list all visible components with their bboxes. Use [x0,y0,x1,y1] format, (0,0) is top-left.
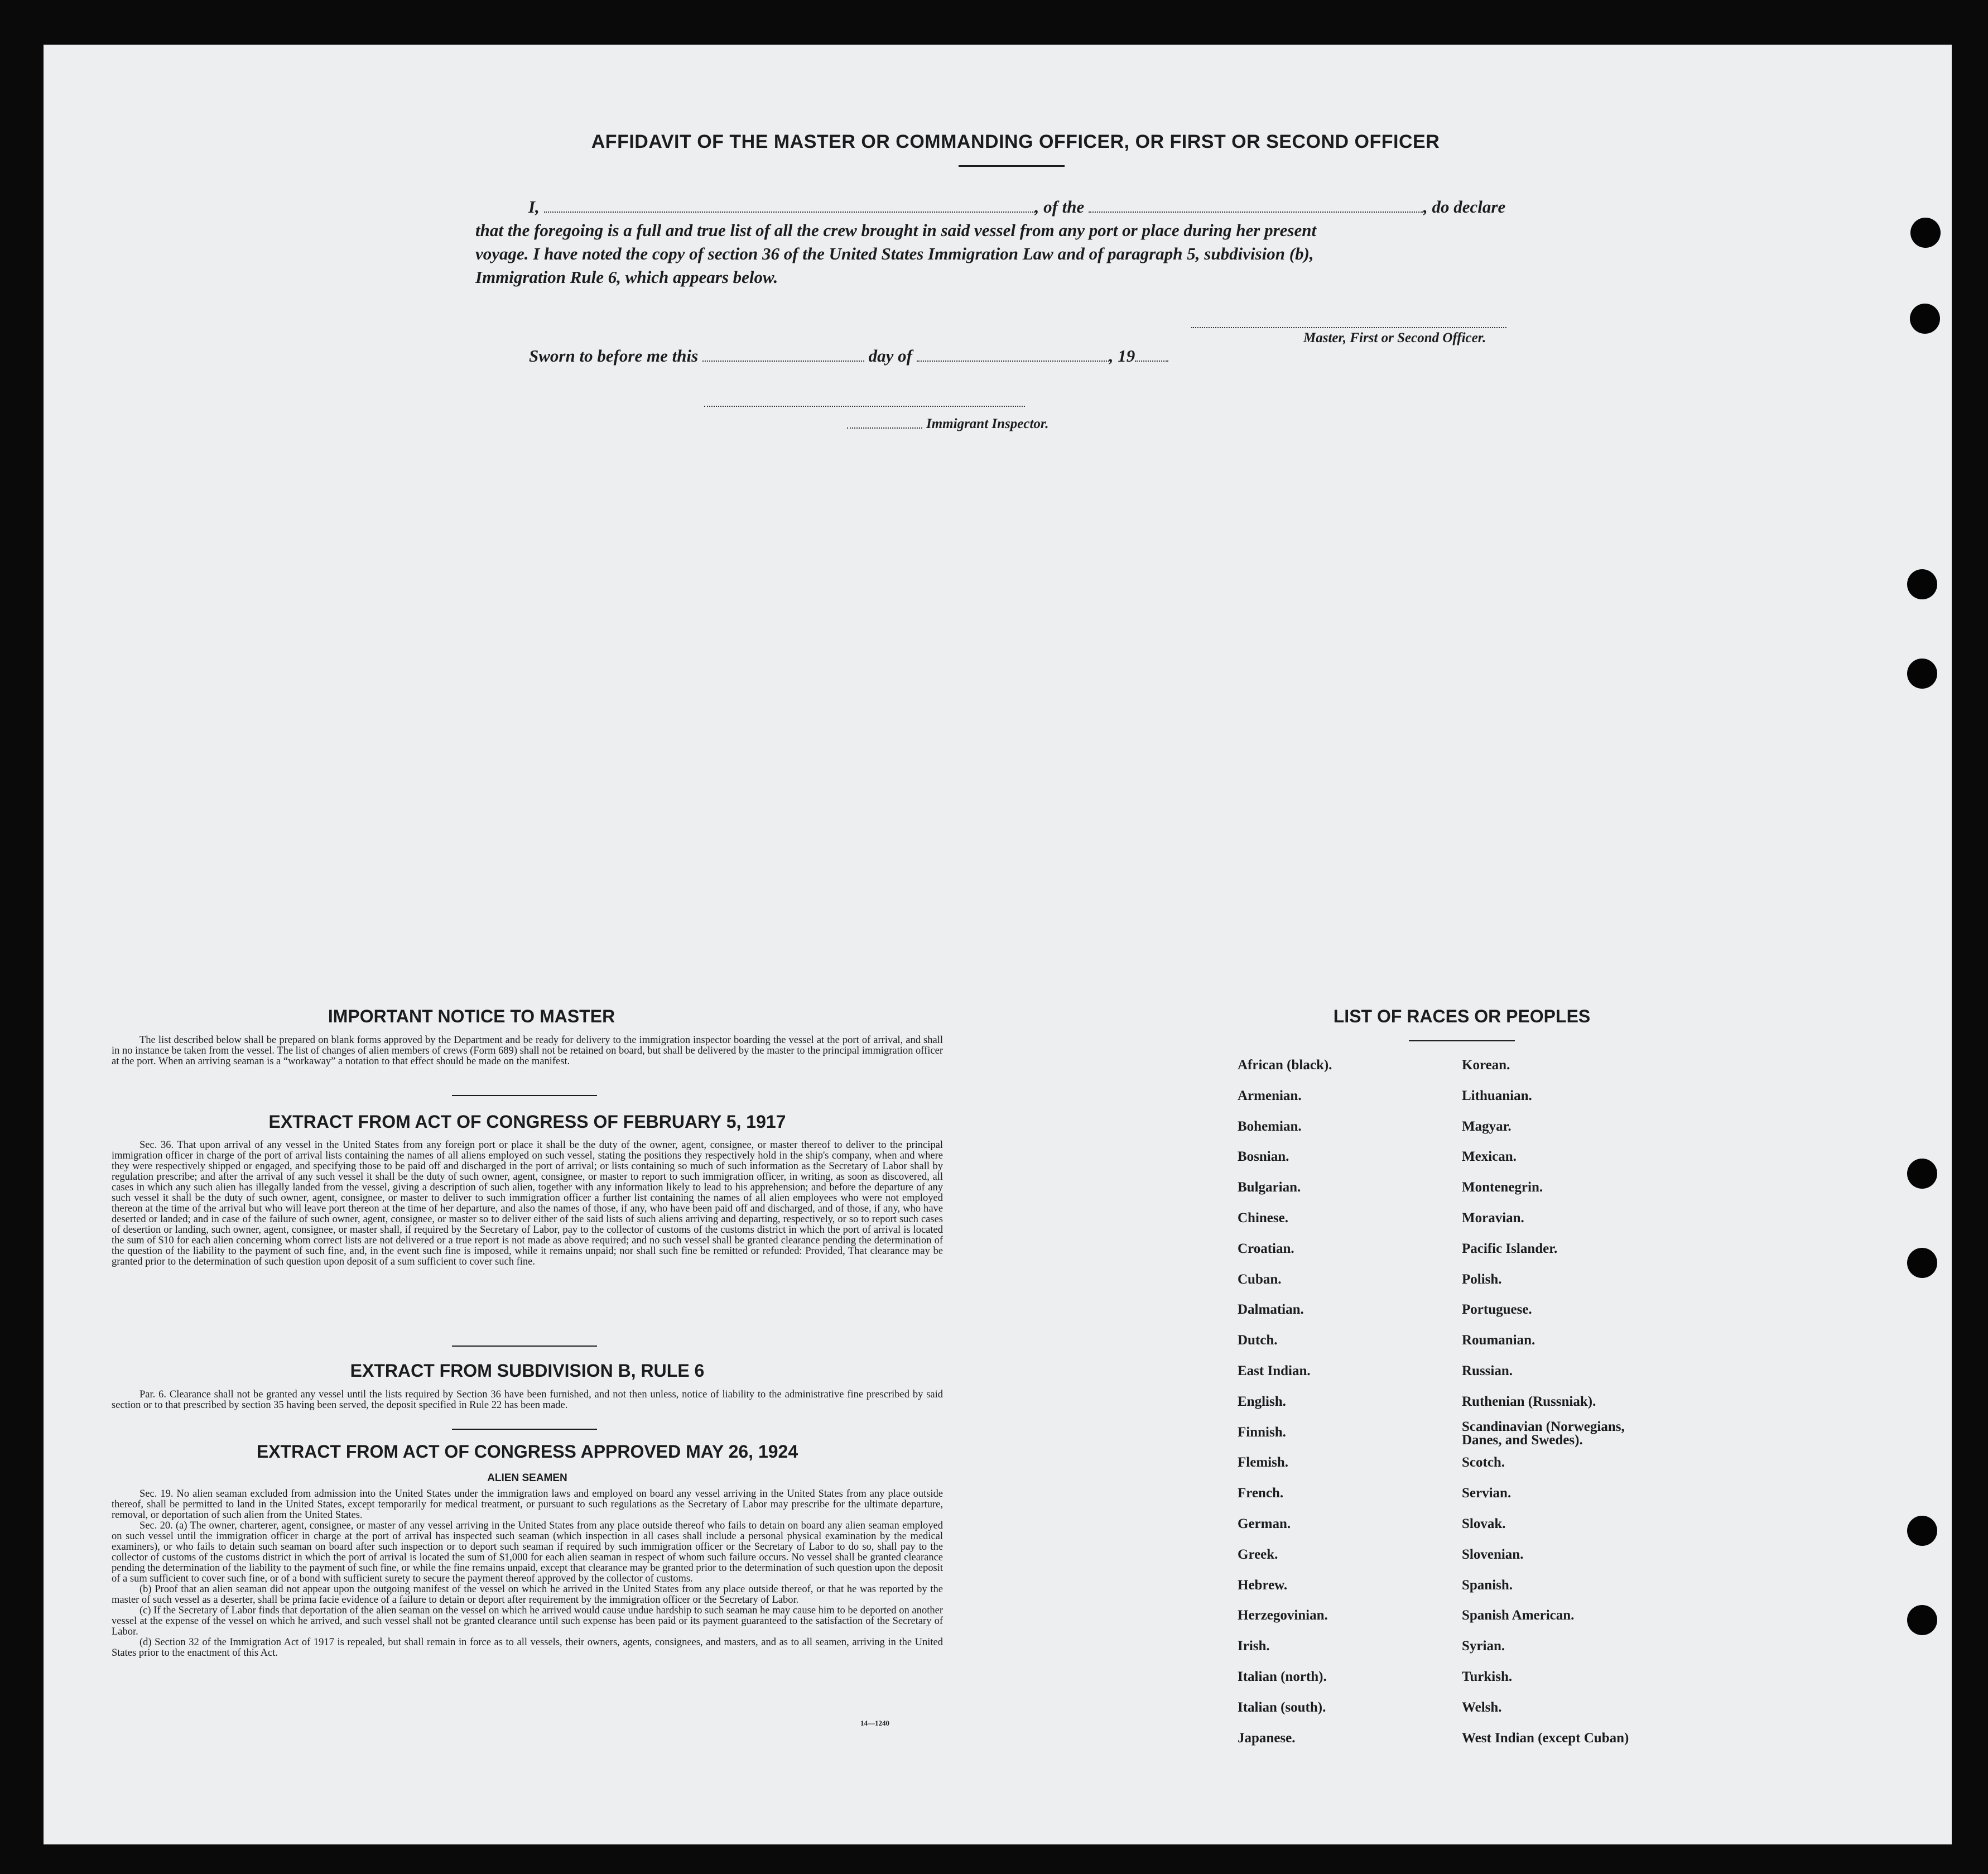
day-blank[interactable] [702,361,864,362]
race-item: Chinese. [1238,1210,1288,1226]
race-item: Japanese. [1238,1730,1296,1746]
race-item: Italian (south). [1238,1699,1326,1715]
sec-20b-paragraph: (b) Proof that an alien seaman did not appear upon the outgoing manifest of the vessel on which he arrived in the United States from any place outside thereof, or that he was reported by the master of such vessel as a deserter, shall be prima facie evidence of a failure to detain or deport after requirement by the immigration officer or the Secretary of Labor. [112,1584,943,1606]
race-item: Pacific Islander. [1462,1241,1558,1256]
sec-36-paragraph: Sec. 36. That upon arrival of any vessel in the United States from any foreign port or place it shall be the duty of the owner, agent, consignee, or master thereof to deliver to the principal immigration officer in charge of the port of arrival lists containing the names of all aliens employed on such vessel, stating the positions they respectively hold in the ship's company, when and where they were respectively shipped or engaged, and specifying those to be paid off and discharged in the port of arrival; or lists containing so much of such information as the Secretary of Labor shall by regulation prescribe; and after the arrival of any such vessel it shall be the duty of such owner, agent, consignee, or master to report to such immigration officer, in writing, as soon as discovered, all cases in which any such alien has illegally landed from the vessel, giving a description of such alien, together with any information likely to lead to his apprehension; and before the departure of any such vessel it shall be the duty of such owner, agent, consignee, or master to deliver to such immigration officer a further list containing the names of all alien employees who were not employed thereon at the time of the arrival but who will leave port thereon at the time of her departure, and also the names of those, if any, who have been paid off and discharged, and of those, if any, who have deserted or landed; and in case of the failure of such owner, agent, consignee, or master so to deliver either of the said lists of such aliens arriving and departing, respectively, or so to report such cases of desertion or landing, such owner, agent, consignee, or master shall, if required by the Secretary of Labor, pay to the collector of customs of the customs district in which the port of arrival is located the sum of $10 for each alien concerning whom correct lists are not delivered or a true report is not made as above required; and no such vessel shall be granted clearance pending the determination of the question of the liability to the payment of such fine, and, in the event such fine is imposed, while it remains unpaid; nor shall such fine be remitted or refunded: Provided, That clearance may be granted prior to the determination of such question upon deposit of a sum sufficient to cover such fine. [112,1140,943,1267]
extract-1924-title: EXTRACT FROM ACT OF CONGRESS APPROVED MAY 26, 1924 [256,1441,798,1462]
race-item: German. [1238,1516,1291,1531]
race-item: East Indian. [1238,1363,1311,1378]
master-signature-line[interactable] [1191,327,1506,328]
sec-20d-paragraph: (d) Section 32 of the Immigration Act of 1917 is repealed, but shall remain in force as to all vessels, their owners, agents, consignees, and masters, and as to all seamen, arriving in the United States prior to the enactment of this Act. [112,1637,943,1659]
divider [452,1429,597,1430]
divider [1409,1040,1515,1041]
race-item: Italian (north). [1238,1669,1327,1684]
master-signature-label: Master, First or Second Officer. [1303,330,1486,345]
notice-paragraph: The list described below shall be prepared on blank forms approved by the Department and be ready for delivery to the immigration inspector boarding the vessel at the port of arrival, and shall in no instance be taken from the vessel. The list of changes of alien members of crews (Form 689) shall not be retained on board, but shall be delivered by the master to the principal immigration officer at the port. When an arriving seaman is a “workaway” a notation to that effect should be made on the manifest. [112,1035,943,1067]
of-the-label: , of the [1034,197,1085,217]
declaration-line-4: Immigration Rule 6, which appears below. [475,267,778,287]
divider [452,1095,597,1096]
race-item: Armenian. [1238,1088,1302,1103]
name-blank[interactable] [544,212,1035,213]
punch-hole [1907,659,1937,689]
sec-20c-paragraph: (c) If the Secretary of Labor finds that deportation of the alien seaman on the vessel on which he arrived would cause undue hardship to such seaman he may cause him to be deported on another vessel at the expense of the vessel on which he arrived, and such vessel shall not be granted clearance until such expense has been paid or its payment guaranteed to the satisfaction of the Secretary of Labor. [112,1605,943,1637]
races-title: LIST OF RACES OR PEOPLES [1333,1006,1591,1026]
extract-1917-title: EXTRACT FROM ACT OF CONGRESS OF FEBRUARY 5, 1917 [268,1112,786,1132]
race-item: Magyar. [1462,1118,1512,1134]
race-item: French. [1238,1486,1284,1501]
race-item: Russian. [1462,1363,1513,1378]
race-item: Korean. [1462,1058,1510,1073]
punch-hole [1907,1516,1937,1546]
race-item: Dalmatian. [1238,1302,1304,1318]
race-item: Roumanian. [1462,1333,1535,1348]
sworn-line [529,346,1168,366]
notice-title: IMPORTANT NOTICE TO MASTER [328,1006,615,1026]
race-item: Polish. [1462,1271,1502,1287]
race-item: English. [1238,1394,1286,1409]
declaration-line-2: that the foregoing is a full and true list of all the crew brought in said vessel from any port or place during her present [475,220,1317,240]
race-item: Lithuanian. [1462,1088,1532,1103]
race-item: Dutch. [1238,1333,1278,1348]
race-item: Greek. [1238,1546,1278,1562]
race-item: Bosnian. [1238,1149,1289,1165]
sec-19-paragraph: Sec. 19. No alien seaman excluded from admission into the United States under the immigration laws and employed on board any vessel arriving in the United States from any place outside thereof, shall be permitted to land in the United States, except temporarily for medical treatment, or pursuant to such regulations as the Secretary of Labor may prescribe for the ultimate departure, removal, or deportation of such alien from the United States. [112,1488,943,1521]
divider [959,165,1065,167]
race-item: Slovak. [1462,1516,1506,1531]
divider [452,1346,597,1347]
race-item: Slovenian. [1462,1546,1524,1562]
race-item: Mexican. [1462,1149,1517,1165]
race-item: Herzegovinian. [1238,1608,1328,1623]
punch-hole [1910,218,1941,248]
year-blank[interactable] [1135,361,1168,362]
extract-1917-body [112,1140,943,1267]
punch-hole [1907,1605,1937,1635]
subdivision-title: EXTRACT FROM SUBDIVISION B, RULE 6 [350,1361,705,1381]
race-item: Flemish. [1238,1455,1288,1471]
alien-seamen-subtitle: ALIEN SEAMEN [487,1472,567,1484]
race-item: Scotch. [1462,1455,1505,1471]
affidavit-title: AFFIDAVIT OF THE MASTER OR COMMANDING OFFICER, OR FIRST OR SECOND OFFICER [591,131,1440,152]
declaration-text [475,195,1552,289]
punch-hole [1910,304,1940,334]
vessel-blank[interactable] [1089,212,1423,213]
race-item: Hebrew. [1238,1577,1288,1593]
sworn-label: Sworn to before me this [529,346,699,366]
inspector-lead-line [847,427,922,429]
do-declare-label: , do declare [1423,197,1506,217]
race-item: Scandinavian (Norwegians, Danes, and Swedes). [1462,1419,1625,1448]
race-item: Spanish. [1462,1577,1513,1593]
punch-hole [1907,569,1937,599]
year-prefix: , 19 [1109,346,1135,366]
race-item: Finnish. [1238,1424,1286,1440]
sec-20a-paragraph: Sec. 20. (a) The owner, charterer, agent, consignee, or master of any vessel arriving in the United States from any place outside thereof who fails to detain on board any alien seaman employed on such vessel until the immigration officer in charge at the port of arrival has inspected such seaman (which inspection in all cases shall include a personal physical examination by the medical examiners), or who fails to detain such seaman on board after such inspection or to deport such seaman if required by such immigration officer or the Secretary of Labor to do so, shall pay to the collector of customs of the customs district in which the port of arrival is located the sum of $1,000 for each alien seaman in respect of whom such failure occurs. No vessel shall be granted clearance pending the determination of the liability to the payment of such fine, or while the fine remains unpaid, except that clearance may be granted prior to the determination of such question upon the deposit of a sum sufficient to cover such fine, or of a bond with sufficient surety to secure the payment thereof approved by the collector of customs. [112,1520,943,1584]
race-item: Irish. [1238,1638,1270,1654]
par-6-paragraph: Par. 6. Clearance shall not be granted any vessel until the lists required by Section 36 have been furnished, and not then unless, notice of liability to the administrative fine prescribed by said section or to that prescribed by section 35 having been served, the deposit specified in Rule 22 has been made. [112,1389,943,1411]
race-item: Montenegrin. [1462,1180,1543,1195]
race-item: African (black). [1238,1058,1332,1073]
punch-hole [1907,1248,1937,1278]
notice-body [112,1035,943,1067]
inspector-signature-label: Immigrant Inspector. [926,416,1049,431]
race-item: West Indian (except Cuban) [1462,1730,1629,1746]
race-item: Welsh. [1462,1699,1502,1715]
race-item: Bohemian. [1238,1118,1302,1134]
extract-1924-body [112,1489,943,1659]
month-blank[interactable] [917,361,1109,362]
form-number: 14—1240 [860,1719,889,1727]
subdivision-body [112,1390,943,1411]
punch-hole [1907,1159,1937,1189]
race-item: Cuban. [1238,1271,1282,1287]
race-item: Ruthenian (Russniak). [1462,1394,1596,1409]
race-item: Portuguese. [1462,1302,1532,1318]
race-item: Syrian. [1462,1638,1505,1654]
inspector-signature-line[interactable] [704,406,1025,407]
race-item: Bulgarian. [1238,1180,1301,1195]
race-item: Spanish American. [1462,1608,1575,1623]
declaration-i-label: I, [528,197,540,217]
race-item: Turkish. [1462,1669,1513,1684]
race-item: Servian. [1462,1486,1512,1501]
declaration-line-3: voyage. I have noted the copy of section 36 of the United States Immigration Law and of paragraph 5, subdivision (b), [475,244,1314,263]
race-item: Moravian. [1462,1210,1524,1226]
day-of-label: day of [868,346,912,366]
race-item: Croatian. [1238,1241,1294,1256]
